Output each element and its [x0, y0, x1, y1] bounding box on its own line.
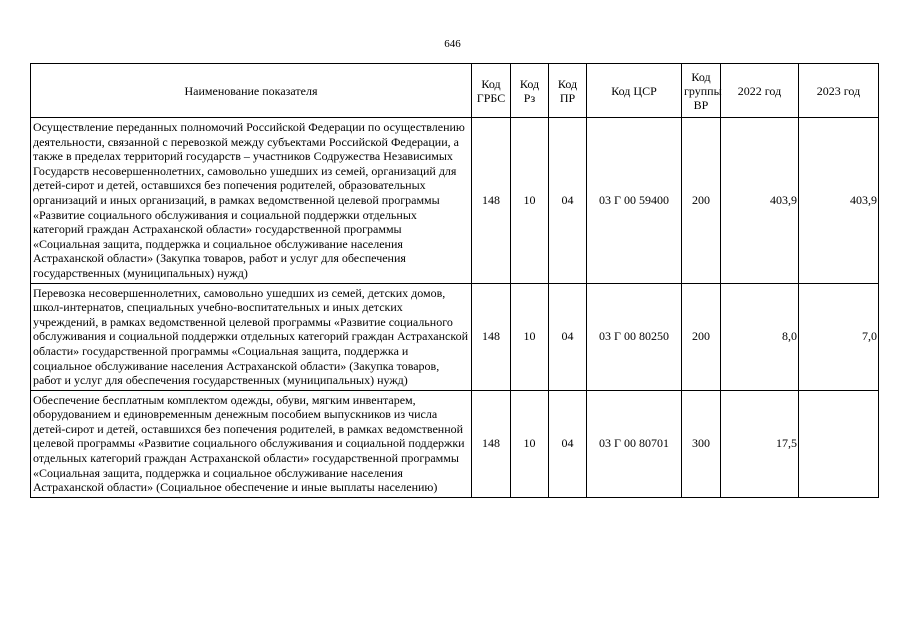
row-2023: [799, 390, 879, 497]
row-grbs: 148: [472, 283, 511, 390]
page-number: 646: [444, 38, 461, 50]
row-vr: 300: [682, 390, 721, 497]
header-rz: Код Рз: [511, 64, 549, 118]
row-pr: 04: [549, 390, 587, 497]
header-2023: 2023 год: [799, 64, 879, 118]
row-name: Осуществление переданных полномочий Российской Федерации по осуществлению деятельности, связанной с перевозкой между субъектами Российской Федерации, а также в пределах территорий государств – участников Содружества Независимых Государств несовершеннолетних, самовольно ушедших из семей, организаций для детей-сирот и детей, оставшихся без попечения родителей, образовательных организаций и иных организаций, в рамках ведомственной целевой программы «Развитие социального обслуживания и социальной поддержки отдельных категорий граждан Астраханской области» государственной программы «Социальная защита, поддержка и социальное обслуживание населения Астраханской области» (Закупка товаров, работ и услуг для обеспечения государственных (муниципальных) нужд): [31, 118, 472, 284]
header-2022: 2022 год: [721, 64, 799, 118]
header-csr: Код ЦСР: [587, 64, 682, 118]
row-grbs: 148: [472, 118, 511, 284]
row-csr: 03 Г 00 59400: [587, 118, 682, 284]
row-2023: 7,0: [799, 283, 879, 390]
table-row: [31, 118, 879, 284]
table-header-row: [31, 64, 879, 118]
row-csr: 03 Г 00 80250: [587, 283, 682, 390]
row-csr: 03 Г 00 80701: [587, 390, 682, 497]
row-name: Обеспечение бесплатным комплектом одежды, обуви, мягким инвентарем, оборудованием и единовременным денежным пособием выпускников из числа детей-сирот и детей, оставшихся без попечения родителей, в рамках ведомственной целевой программы «Развитие социального обслуживания и социальной поддержки отдельных категорий граждан Астраханской области» государственной программы «Социальная защита, поддержка и социальное обслуживание населения Астраханской области» (Социальное обеспечение и иные выплаты населению): [31, 390, 472, 497]
row-2022: 403,9: [721, 118, 799, 284]
table-row: [31, 390, 879, 497]
row-vr: 200: [682, 118, 721, 284]
row-rz: 10: [511, 118, 549, 284]
header-grbs: Код ГРБС: [472, 64, 511, 118]
row-2023: 403,9: [799, 118, 879, 284]
row-grbs: 148: [472, 390, 511, 497]
row-pr: 04: [549, 283, 587, 390]
header-pr: Код ПР: [549, 64, 587, 118]
row-vr: 200: [682, 283, 721, 390]
header-name: Наименование показателя: [31, 64, 472, 118]
header-vr: Код группы ВР: [682, 64, 721, 118]
row-rz: 10: [511, 283, 549, 390]
row-name: Перевозка несовершеннолетних, самовольно ушедших из семей, детских домов, школ-интернатов, специальных учебно-воспитательных и иных детских учреждений, в рамках ведомственной целевой программы «Развитие социального обслуживания и социальной поддержки отдельных категорий граждан Астраханской области» государственной программы «Социальная защита, поддержка и социальное обслуживание населения Астраханской области» (Закупка товаров, работ и услуг для обеспечения государственных (муниципальных) нужд): [31, 283, 472, 390]
row-2022: 17,5: [721, 390, 799, 497]
row-2022: 8,0: [721, 283, 799, 390]
row-rz: 10: [511, 390, 549, 497]
table-row: [31, 283, 879, 390]
row-pr: 04: [549, 118, 587, 284]
budget-table: [30, 63, 879, 498]
